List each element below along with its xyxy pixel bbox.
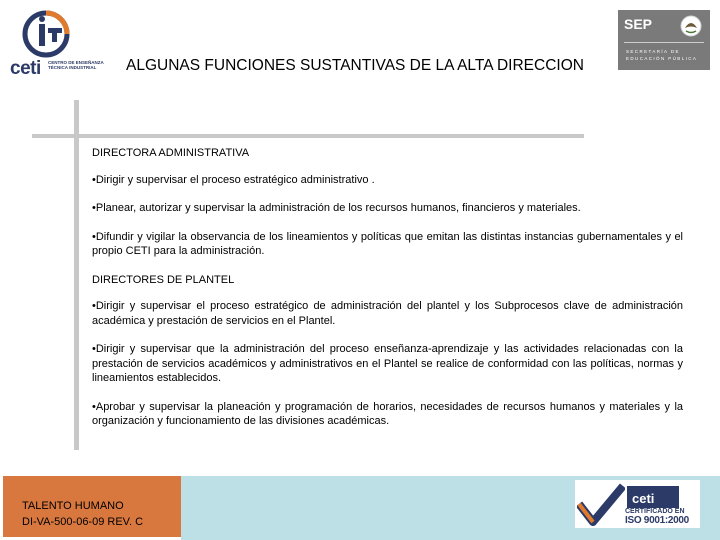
footer-label	[22, 498, 143, 530]
section-heading-plantel: DIRECTORES DE PLANTEL	[92, 273, 235, 286]
vertical-rule	[74, 100, 79, 450]
bullet-item: •Dirigir y supervisar que la administración del proceso enseñanza-aprendizaje y las actividades relacionadas con la prestación de servicios académicos y administrativos en el Plantel se realice de conformidad con las políticas, normas y lineamientos establecidos.	[92, 343, 683, 384]
ceti-logo-word: ceti	[10, 58, 41, 79]
page-title: ALGUNAS FUNCIONES SUSTANTIVAS DE LA ALTA DIRECCION	[126, 57, 584, 74]
cert-word: ceti	[632, 491, 655, 506]
cert-line1: CERTIFICADO EN	[625, 508, 685, 515]
horizontal-rule	[32, 134, 584, 138]
iso-certification-badge	[575, 480, 700, 528]
ceti-emblem-icon	[22, 10, 74, 58]
footer-department: TALENTO HUMANO	[22, 500, 124, 512]
ceti-logo	[8, 8, 108, 78]
bullet-item: •Dirigir y supervisar el proceso estratégico administrativo .	[92, 173, 375, 186]
cert-line2: ISO 9001:2000	[625, 515, 689, 526]
sep-logo-subtitle: SECRETARÍA DE EDUCACIÓN PÚBLICA	[626, 49, 698, 61]
bullet-item: •Difundir y vigilar la observancia de los lineamientos y políticas que emitan las distintas instancias gubernamentales y el propio CETI para la administración.	[92, 230, 683, 257]
section-heading-administrativa: DIRECTORA ADMINISTRATIVA	[92, 147, 250, 159]
sep-logo-text: SEP	[624, 16, 653, 32]
bullet-item: •Aprobar y supervisar la planeación y programación de horarios, necesidades de recursos humanos y materiales y la organización y funcionamiento de las divisiones académicas.	[92, 400, 683, 427]
bullet-item: •Planear, autorizar y supervisar la administración de los recursos humanos, financieros y materiales.	[92, 202, 581, 214]
footer-document-code: DI-VA-500-06-09 REV. C	[22, 516, 144, 528]
content-body	[92, 146, 683, 443]
bullet-item: •Dirigir y supervisar el proceso estratégico de administración del plantel y los Subprocesos clave de administración académica y prestación de servicios en el Plantel.	[92, 300, 683, 327]
sep-logo	[618, 10, 710, 70]
sep-divider	[624, 42, 704, 43]
ceti-logo-subtitle: CENTRO DE ENSEÑANZA TÉCNICA INDUSTRIAL	[48, 60, 104, 70]
checkmark-icon	[577, 482, 625, 526]
footer-label-box	[3, 476, 181, 537]
mexico-seal-icon	[680, 15, 702, 37]
